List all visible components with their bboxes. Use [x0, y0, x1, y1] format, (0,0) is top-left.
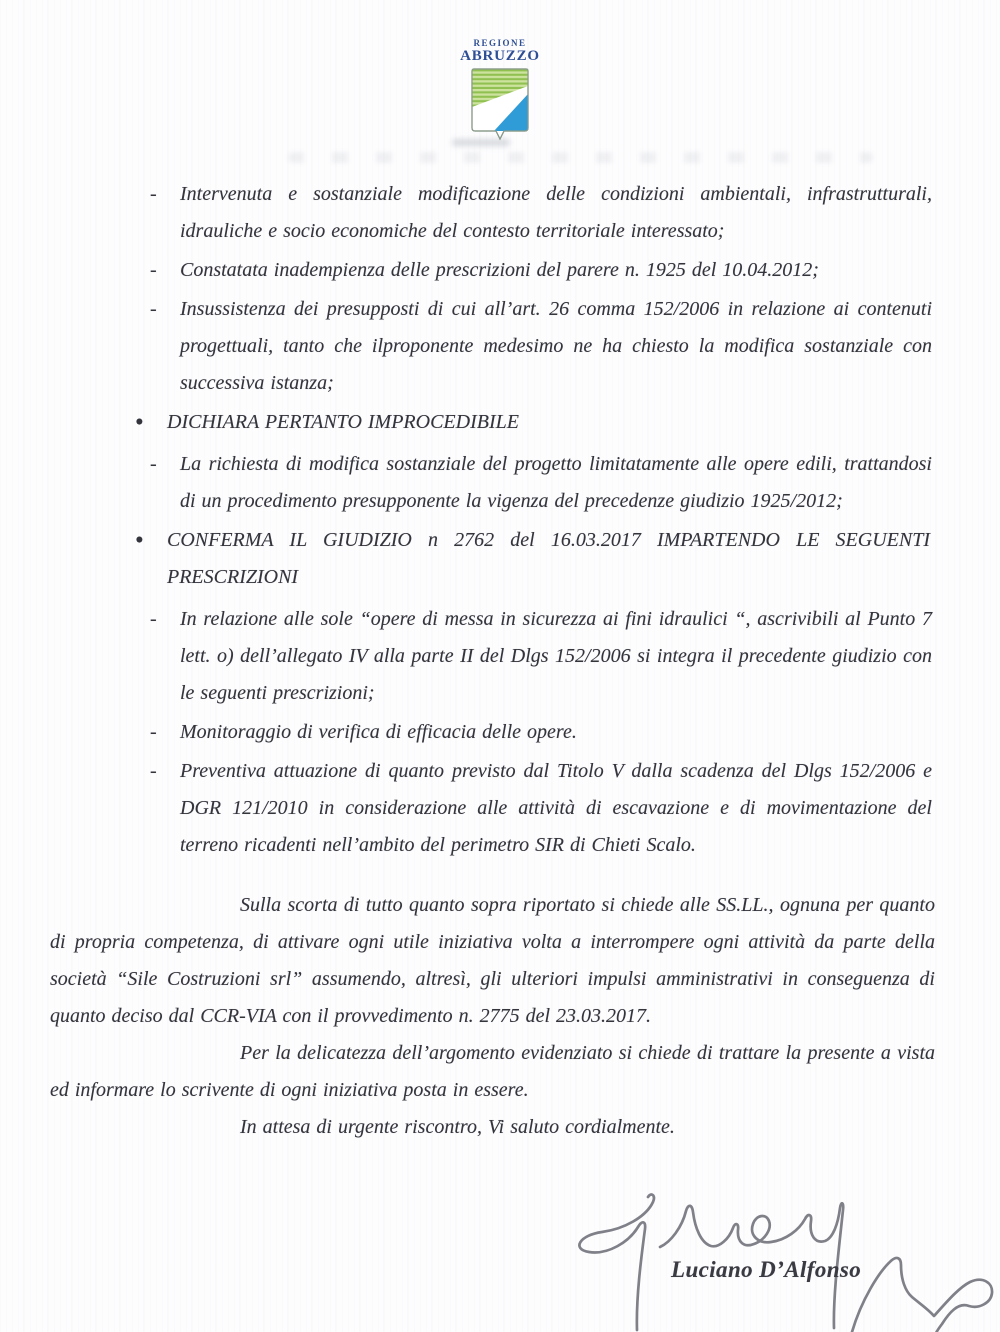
list-item	[150, 291, 932, 402]
dash-icon: -	[150, 760, 157, 782]
abruzzo-shield-icon	[469, 67, 531, 141]
letter-body	[0, 176, 1000, 1146]
list-item	[150, 252, 932, 289]
list-item-text: Preventiva attuazione di quanto previsto dal Titolo V dalla scadenza del Dlgs 152/2006 e DGR 121/2010 in considerazione alle attività di escavazione e di movimentazione del terreno ricadenti nell’ambito del perimetro SIR di Chieti Scalo.	[180, 760, 932, 856]
regione-abruzzo-logo	[438, 38, 562, 146]
dash-icon: -	[150, 608, 157, 630]
scan-smudge	[452, 139, 510, 146]
list-item-text: Intervenuta e sostanziale modificazione delle condizioni ambientali, infrastrutturali, idrauliche e socio economiche del contesto territoriale interessato;	[180, 183, 932, 242]
dash-icon: -	[150, 453, 157, 475]
list-item-text: Insussistenza dei presupposti di cui all’art. 26 comma 152/2006 in relazione ai contenuti progettuali, tanto che ilproponente medesimo ne ha chiesto la modifica sostanziale con successiva istanza;	[180, 298, 932, 394]
list-item	[135, 404, 930, 441]
paragraph: In attesa di urgente riscontro, Vi saluto cordialmente.	[240, 1116, 675, 1138]
bullet-icon: •	[135, 527, 144, 554]
closing-paragraphs	[50, 887, 935, 1146]
list-item-text: In relazione alle sole “opere di messa in sicurezza ai fini idraulici “, ascrivibili al Punto 7 lett. o) dell’allegato IV alla parte II del Dlgs 152/2006 si integra il precedente giudizio con le seguenti prescrizioni;	[180, 608, 932, 704]
signature-stroke	[852, 1258, 992, 1332]
list-item-text: Monitoraggio di verifica di efficacia delle opere.	[180, 721, 577, 743]
list-item	[150, 714, 932, 751]
dash-icon: -	[150, 298, 157, 320]
bullet-icon: •	[135, 409, 144, 436]
list-item	[150, 446, 932, 520]
list-item-text: DICHIARA PERTANTO IMPROCEDIBILE	[167, 411, 519, 433]
signatory-name: Luciano D’Alfonso	[671, 1257, 862, 1282]
list-item	[150, 176, 932, 250]
faded-text-ghost	[288, 152, 873, 163]
dash-icon: -	[150, 259, 157, 281]
signature-stroke	[579, 1195, 654, 1330]
logo-abruzzo-label: ABRUZZO	[460, 48, 540, 64]
paragraph: Sulla scorta di tutto quanto sopra riportato si chiede alle SS.LL., ognuna per quanto di propria competenza, di attivare ogni utile iniziativa volta a interrompere ogni attività da parte della società “Sile Costruzioni srl” assumendo, altresì, gli ulteriori impulsi amministrativi in conseguenza di quanto deciso dal CCR-VIA con il provvedimento n. 2775 del 23.03.2017.	[50, 894, 935, 1027]
list-item-text: Constatata inadempienza delle prescrizioni del parere n. 1925 del 10.04.2012;	[180, 259, 819, 281]
dash-icon: -	[150, 183, 157, 205]
list-item	[150, 601, 932, 712]
list-item-text: CONFERMA IL GIUDIZIO n 2762 del 16.03.2017 IMPARTENDO LE SEGUENTI PRESCRIZIONI	[167, 529, 930, 588]
paragraph: Per la delicatezza dell’argomento evidenziato si chiede di trattare la presente a vista ed informare lo scrivente di ogni iniziativa posta in essere.	[50, 1042, 935, 1101]
list-item-text: La richiesta di modifica sostanziale del progetto limitatamente alle opere edili, trattandosi di un procedimento presupponente la vigenza del precedenze giudizio 1925/2012;	[180, 453, 932, 512]
list-item	[150, 753, 932, 864]
dash-icon: -	[150, 721, 157, 743]
logo-region-label: REGIONE	[473, 38, 527, 48]
list-item	[135, 522, 930, 596]
